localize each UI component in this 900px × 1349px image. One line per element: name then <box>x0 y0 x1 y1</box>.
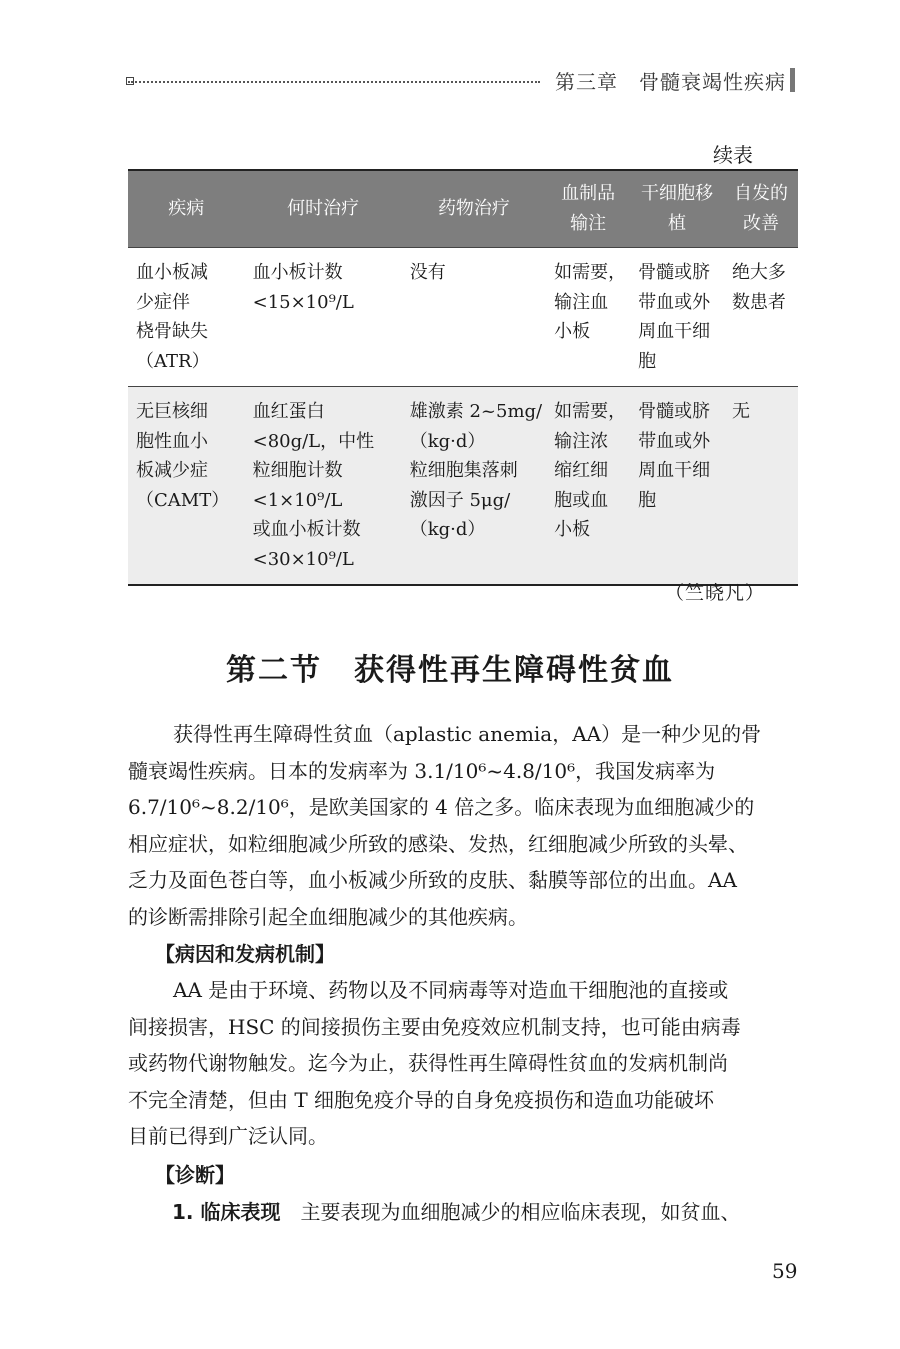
clinical-presentation-text: 主要表现为血细胞减少的相应临床表现，如贫血、 <box>300 1200 741 1224</box>
table-row <box>128 248 798 387</box>
paragraph-line: 或药物代谢物触发。迄今为止，获得性再生障碍性贫血的发病机制尚 <box>128 1051 728 1075</box>
paragraph-line: 相应症状，如粒细胞减少所致的感染、发热，红细胞减少所致的头晕、 <box>128 831 748 856</box>
cell-disease: 无巨核细 胞性血小 板减少症 （CAMT） <box>128 387 245 586</box>
clinical-presentation-line <box>172 1196 740 1225</box>
paragraph-line: 目前已得到广泛认同。 <box>128 1124 328 1148</box>
header-disease: 疾病 <box>128 170 245 248</box>
cell-blood-transfusion: 如需要， 输注血 小板 <box>546 248 630 387</box>
paragraph-line: 获得性再生障碍性贫血（aplastic anemia，AA）是一种少见的骨 <box>173 722 762 746</box>
paragraph-line: 髓衰竭性疾病。日本的发病率为 3.1/10⁶~4.8/10⁶，我国发病率为 <box>128 758 716 783</box>
table-row <box>128 387 798 586</box>
page-number: 59 <box>772 1259 798 1283</box>
etiology-heading: 【病因和发病机制】 <box>155 942 335 966</box>
diagnosis-heading: 【诊断】 <box>155 1163 235 1187</box>
clinical-presentation-label: 1. 临床表现 <box>172 1200 281 1224</box>
header-spontaneous-improvement: 自发的 改善 <box>724 170 798 248</box>
chapter-header: 第三章 骨髓衰竭性疾病 <box>555 70 786 94</box>
etiology-paragraph <box>128 972 800 1155</box>
cell-blood-transfusion: 如需要， 输注浓 缩红细 胞或血 小板 <box>546 387 630 586</box>
cell-drug-therapy: 没有 <box>402 248 546 387</box>
cell-drug-therapy: 雄激素 2~5mg/ （kg·d） 粒细胞集落刺 激因子 5μg/ （kg·d） <box>402 387 546 586</box>
table-header-row <box>128 170 798 248</box>
table-author: （竺晓凡） <box>665 582 766 604</box>
header-drug-therapy: 药物治疗 <box>402 170 546 248</box>
cell-disease: 血小板减 少症伴 桡骨缺失 （ATR） <box>128 248 245 387</box>
cell-stem-cell-transplant: 骨髓或脐 带血或外 周血干细 胞 <box>630 248 724 387</box>
cell-spontaneous-improvement: 无 <box>724 387 798 586</box>
header-dotted-rule <box>128 81 540 83</box>
paragraph-line: 间接损害，HSC 的间接损伤主要由免疫效应机制支持，也可能由病毒 <box>128 1014 741 1039</box>
header-stem-cell-transplant: 干细胞移 植 <box>630 170 724 248</box>
cell-when-to-treat: 血红蛋白 <80g/L，中性 粒细胞计数 <1×10⁹/L 或血小板计数 <30×10⁹/L <box>245 387 402 586</box>
header-bar <box>790 68 795 92</box>
header-blood-transfusion: 血制品 输注 <box>546 170 630 248</box>
table-continued-label: 续表 <box>713 143 753 167</box>
paragraph-line: 不完全清楚，但由 T 细胞免疫介导的自身免疫损伤和造血功能破坏 <box>128 1087 715 1112</box>
paragraph-line: 的诊断需排除引起全血细胞减少的其他疾病。 <box>128 904 528 929</box>
cell-stem-cell-transplant: 骨髓或脐 带血或外 周血干细 胞 <box>630 387 724 586</box>
section-title: 第二节 获得性再生障碍性贫血 <box>226 653 674 688</box>
intro-paragraph <box>128 716 800 935</box>
cell-spontaneous-improvement: 绝大多 数患者 <box>724 248 798 387</box>
cell-when-to-treat: 血小板计数 <15×10⁹/L <box>245 248 402 387</box>
disease-treatment-table <box>128 169 798 586</box>
header-when-to-treat: 何时治疗 <box>245 170 402 248</box>
paragraph-line: 乏力及面色苍白等，血小板减少所致的皮肤、黏膜等部位的出血。AA <box>128 868 737 892</box>
paragraph-line: AA 是由于环境、药物以及不同病毒等对造血干细胞池的直接或 <box>173 978 729 1002</box>
paragraph-line: 6.7/10⁶~8.2/10⁶，是欧美国家的 4 倍之多。临床表现为血细胞减少的 <box>128 795 755 819</box>
